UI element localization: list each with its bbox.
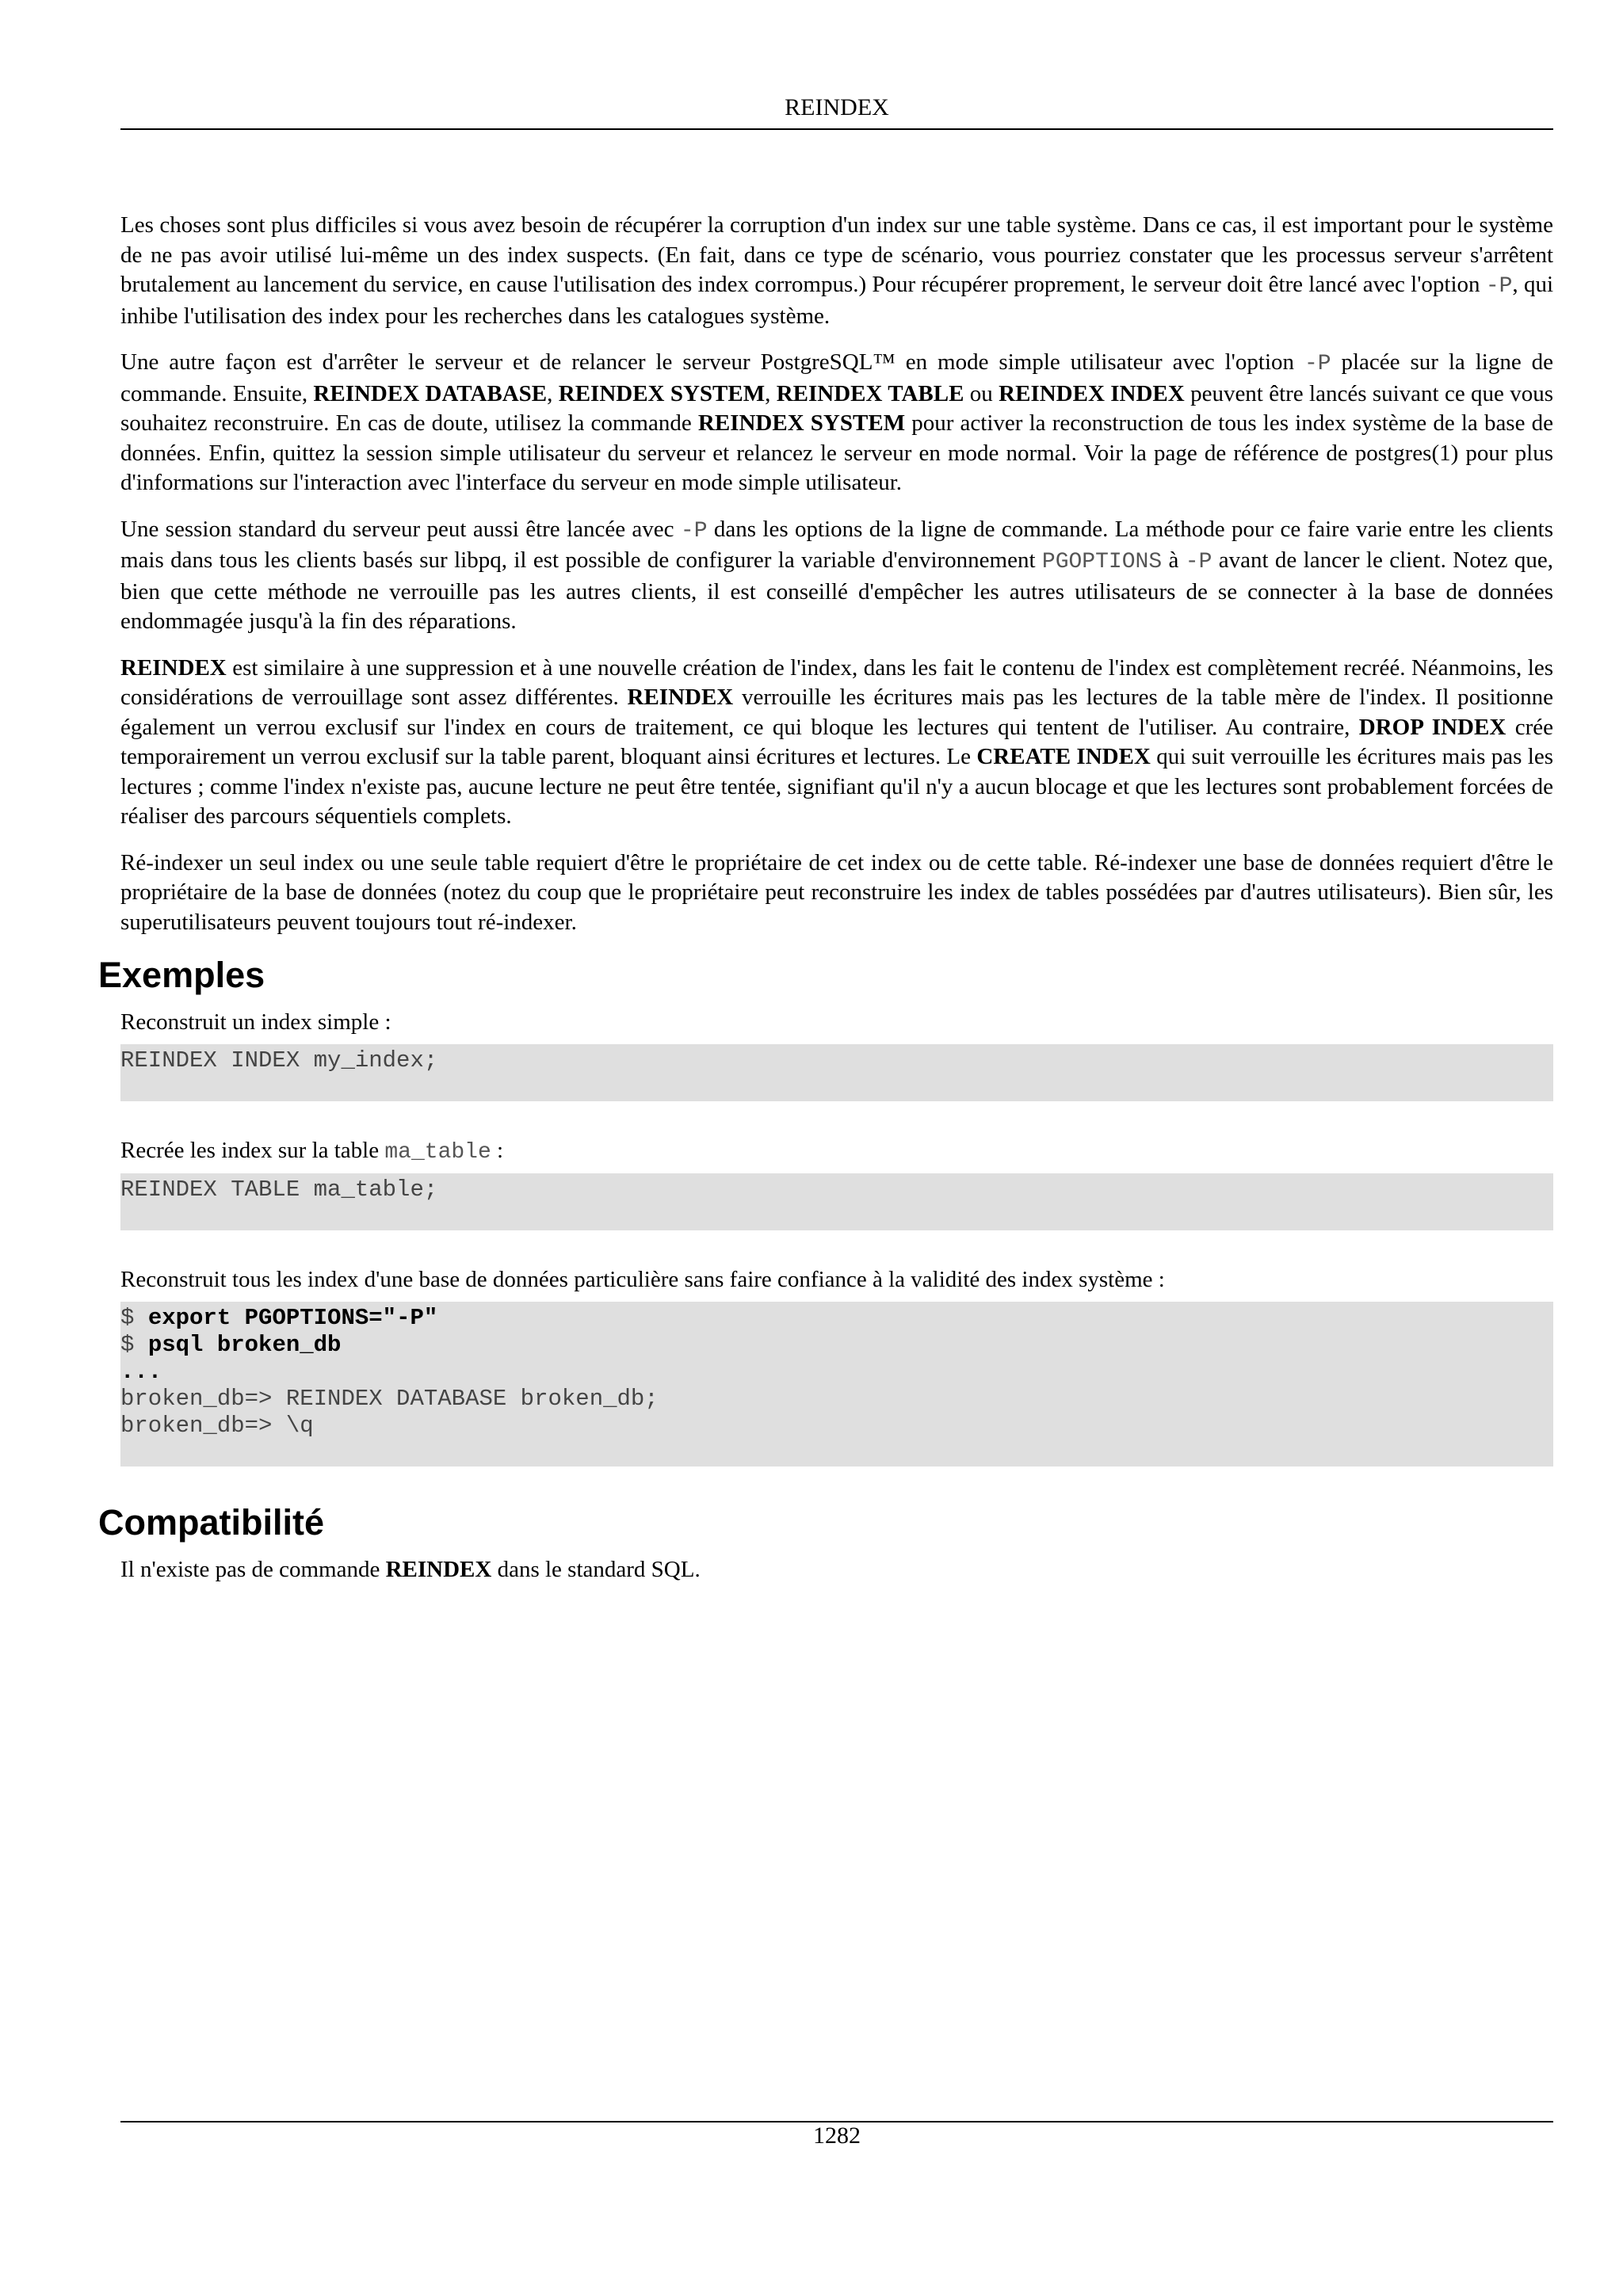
text-run: pour activer la reconstruction de tous les index système de la base de données. Enfin, quittez la session simple utilisateur du serveur et relancez le serveur en mode normal. Voir la page de référence de postgres(1) pour plus d'informations sur l'interaction avec l'interface du serveur en mode simple utilisateur. [120,410,1553,495]
code-line: broken_db=> \q [120,1412,314,1439]
example-1-intro: Reconstruit un index simple : [120,1009,391,1035]
command-name: REINDEX INDEX [999,380,1185,406]
header-rule [120,128,1553,130]
shell-command: psql broken_db [147,1331,342,1358]
text-run: placée sur la ligne de commande. Ensuite, [120,349,1553,406]
code-block-example-2 [120,1173,1553,1230]
paragraph-standard-session [120,515,1553,637]
code-line: REINDEX INDEX my_index; [120,1047,438,1074]
command-name: REINDEX SYSTEM [697,410,906,436]
code-line: REINDEX TABLE ma_table; [120,1177,438,1203]
paragraph-compatibility [120,1555,1553,1585]
example-2-intro [120,1136,1553,1168]
paragraph-ownership: Ré-indexer un seul index ou une seule table requiert d'être le propriétaire de cet index ou de cette table. Ré-indexer une base de données requiert d'être le propriétaire de la base de données (notez du coup que le propriétaire peut reconstruire les index de tables possédées par d'autres utilisateurs). Bien sûr, les superutilisateurs peuvent toujours tout ré-indexer. [120,849,1553,935]
command-name: REINDEX SYSTEM [558,380,766,406]
inline-code: -P [1185,550,1212,574]
text-run: dans le standard SQL. [491,1556,701,1582]
command-name: REINDEX TABLE [776,380,964,406]
text-run: est similaire à une suppression et à une nouvelle création de l'index, dans les fait le contenu de l'index est complètement recréé. Néanmoins, les considérations de verrouillage sont assez différentes. [120,654,1553,710]
running-header: REINDEX [785,94,889,120]
shell-prompt: $ [120,1331,148,1358]
paragraph-single-user-mode [120,348,1553,498]
shell-prompt: $ [120,1304,148,1331]
inline-code: ma_table [384,1139,491,1165]
text-run: ou [964,380,999,406]
command-name: REINDEX [385,1556,492,1582]
text-run: verrouille les écritures mais pas les lectures de la table mère de l'index. Il positionne également un verrou exclusif sur l'index en cours de traitement, ce qui bloque les lectures qui tentent de l'utiliser. Au contraire, [120,685,1553,740]
main-content [98,211,1554,1601]
text-run: , qui inhibe l'utilisation des index pour les recherches dans les catalogues système. [120,272,1553,329]
text-run: Il n'existe pas de commande [120,1556,386,1582]
shell-command: export PGOPTIONS="-P" [147,1304,438,1331]
code-block-example-3 [120,1302,1553,1466]
code-line: ... [120,1358,162,1385]
page-number: 1282 [813,2122,861,2149]
text-run: qui suit verrouille les écritures mais pas les lectures ; comme l'index n'existe pas, aucune lecture ne peut être tentée, signifiant qu'il n'y a aucun blocage et que les lectures sont probablement forcées de réaliser des parcours séquentiels complets. [120,744,1553,829]
text-run: Une autre façon est d'arrêter le serveur et de relancer le serveur PostgreSQL™ en mode simple utilisateur avec l'option [120,349,1304,375]
section-heading-compatibilite: Compatibilité [98,1501,325,1543]
command-name: REINDEX [120,654,227,681]
text-run: , [547,380,559,406]
section-heading-exemples: Exemples [98,955,265,995]
code-line [120,1332,1553,1359]
code-line [120,1305,1553,1332]
text-run: : [491,1137,504,1163]
text-run: crée temporairement un verrou exclusif sur la table parent, bloquant ainsi écritures et lectures. Le [120,714,1554,769]
text-run: , [765,380,777,406]
code-line: broken_db=> REINDEX DATABASE broken_db; [120,1385,659,1412]
paragraph-system-index-corruption [120,211,1553,331]
text-run: à [1162,547,1186,573]
text-run: Recrée les index sur la table [120,1137,385,1163]
paragraph-locking [120,654,1553,832]
command-name: REINDEX DATABASE [313,380,548,406]
example-3-intro: Reconstruit tous les index d'une base de données particulière sans faire confiance à la validité des index système : [120,1267,1165,1292]
command-name: CREATE INDEX [976,744,1151,769]
text-run: avant de lancer le client. Notez que, bien que cette méthode ne verrouille pas les autres clients, il est conseillé d'empêcher les autres utilisateurs de se connecter à la base de données endommagée jusqu'à la fin des réparations. [120,547,1553,634]
inline-code: -P [1485,274,1513,299]
command-name: DROP INDEX [1358,714,1507,740]
command-name: REINDEX [627,685,734,710]
text-run: Les choses sont plus difficiles si vous avez besoin de récupérer la corruption d'un index sur une table système. Dans ce cas, il est important pour le système de ne pas avoir utilisé lui-même un des index suspects. (En fait, dans ce type de scénario, vous pourriez constater que les processus serveur s'arrêtent brutalement au lancement du service, en cause l'utilisation des index corrompus.) Pour récupérer proprement, le serveur doit être lancé avec l'option [120,212,1553,297]
text-run: dans les options de la ligne de commande. La méthode pour ce faire varie entre les clients mais dans tous les clients basés sur libpq, il est possible de configurer la variable d'environnement [120,516,1553,573]
inline-code: -P [1304,352,1331,376]
text-run: peuvent être lancés suivant ce que vous souhaitez reconstruire. En cas de doute, utilisez la commande [120,380,1554,436]
code-block-example-1 [120,1044,1553,1101]
text-run: Une session standard du serveur peut aussi être lancée avec [120,516,681,542]
inline-code: -P [680,518,708,543]
inline-code: PGOPTIONS [1041,550,1163,574]
